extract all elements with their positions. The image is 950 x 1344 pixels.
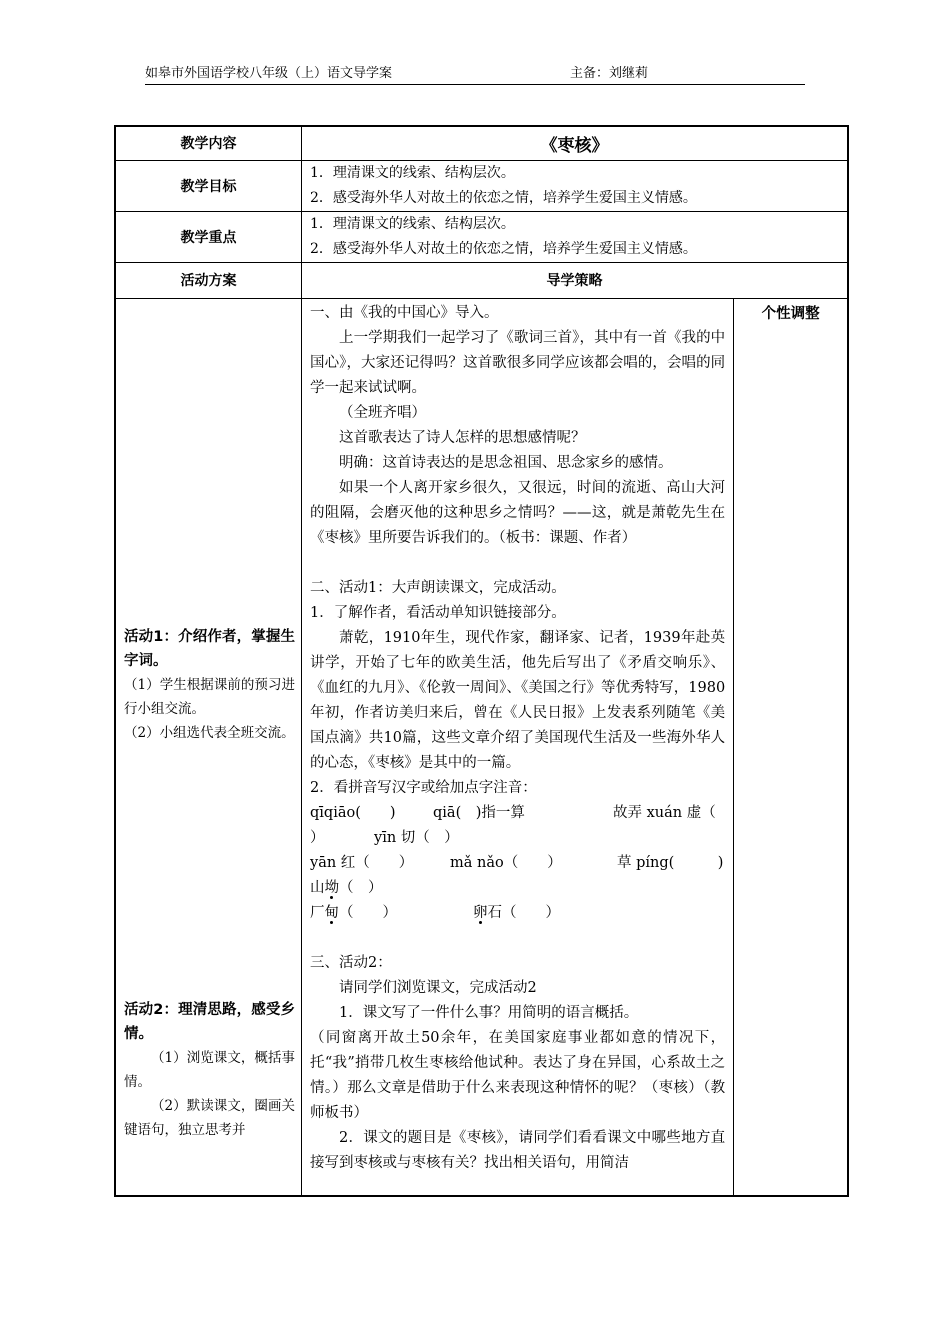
focus-label: 教学重点 xyxy=(115,211,302,262)
pinyin-item: yīn 切（ ） xyxy=(374,829,459,846)
section-3-heading: 三、活动2： xyxy=(310,954,392,971)
section-1-heading: 一、由《我的中国心》导入。 xyxy=(310,304,499,321)
school-title: 如皋市外国语学校八年级（上）语文导学案 xyxy=(145,66,393,81)
paragraph: 明确：这首诗表达的是思念祖国、思念家乡的感情。 xyxy=(339,454,673,471)
pinyin-item: yān 红（ ） xyxy=(310,854,414,871)
activity-1-item: （1）学生根据课前的预习进行小组交流。 xyxy=(124,676,295,717)
author-label: 主备：刘继莉 xyxy=(570,66,649,81)
page-header xyxy=(145,64,805,85)
row-goals xyxy=(115,160,848,211)
paragraph: 上一学期我们一起学习了《歌词三首》，其中有一首《我的中国心》，大家还记得吗？这首歌很多同学应该都会唱的，会唱的同学一起来试试啊。 xyxy=(310,329,726,396)
activity-2-item: （1）浏览课文，概括事情。 xyxy=(124,1049,295,1090)
row-focus xyxy=(115,211,848,262)
pinyin-row xyxy=(310,801,725,826)
dotted-char: 甸 xyxy=(324,904,339,921)
paragraph: （全班齐唱） xyxy=(339,404,426,421)
row-body xyxy=(115,298,848,1196)
activity-1-title: 活动1：介绍作者，掌握生字词。 xyxy=(124,628,295,669)
pinyin-item: 山坳（ ） xyxy=(310,879,383,896)
pinyin-row xyxy=(310,826,725,851)
paragraph: 这首歌表达了诗人怎样的思想感情呢？ xyxy=(339,429,586,446)
goal-item: 2．感受海外华人对故土的依恋之情，培养学生爱国主义情感。 xyxy=(310,189,697,206)
strategy-label: 导学策略 xyxy=(302,262,849,298)
paragraph: 1．课文写了一件什么事？用简明的语言概括。 xyxy=(339,1004,639,1021)
pinyin-item: ） xyxy=(310,829,325,846)
goals-cell xyxy=(302,160,849,211)
pinyin-item: 厂甸（ ） xyxy=(310,904,397,921)
paragraph: 1．了解作者，看活动单知识链接部分。 xyxy=(310,604,566,621)
pinyin-row xyxy=(310,876,725,901)
paragraph: 2．课文的题目是《枣核》，请同学们看看课文中哪些地方直接写到枣核或与枣核有关？找出相关语句，用简洁 xyxy=(310,1129,726,1171)
content-label: 教学内容 xyxy=(115,126,302,160)
activity-column xyxy=(115,298,302,1196)
dotted-char: 坳 xyxy=(324,879,339,896)
author-intro: 萧乾，1910年生，现代作家，翻译家、记者，1939年赴英讲学，开始了七年的欧美生活，他先后写出了《矛盾交响乐》、《血红的九月》、《伦敦一周间》、《美国之行》等优秀特写，1980年初，作者访美归来后，曾在《人民日报》上发表系列随笔《美国点滴》共10篇，这些文章介绍了美国现代生活及一些海外华人的心态，《枣核》是其中的一篇。 xyxy=(310,629,726,771)
strategy-column xyxy=(302,298,734,1196)
dotted-char: 卵 xyxy=(473,904,488,921)
focus-item: 2．感受海外华人对故土的依恋之情，培养学生爱国主义情感。 xyxy=(310,240,697,257)
focus-item: 1．理清课文的线索、结构层次。 xyxy=(310,215,515,232)
paragraph: 如果一个人离开家乡很久，又很远，时间的流逝、高山大河的阻隔，会磨灭他的这种思乡之情吗？——这，就是萧乾先生在《枣核》里所要告诉我们的。（板书：课题、作者） xyxy=(310,479,726,546)
paragraph: 请同学们浏览课文，完成活动2 xyxy=(339,979,537,996)
activity-label: 活动方案 xyxy=(115,262,302,298)
goals-label: 教学目标 xyxy=(115,160,302,211)
activity-2-title: 活动2：理清思路，感受乡情。 xyxy=(124,1001,295,1042)
pinyin-item: qīqiāo( ) xyxy=(310,804,396,821)
row-headings xyxy=(115,262,848,298)
paragraph: （同窗离开故土50余年，在美国家庭事业都如意的情况下，托“我”捎带几枚生枣核给他试种。表达了身在异国，心系故土之情。）那么文章是借助于什么来表现这种情怀的呢？（枣核）（教师板书） xyxy=(310,1029,726,1121)
pinyin-item: 卵石（ ） xyxy=(473,904,560,921)
personal-adjustment-label: 个性调整 xyxy=(761,305,820,322)
focus-cell xyxy=(302,211,849,262)
pinyin-item: mǎ nǎo（ ） xyxy=(450,854,562,871)
pinyin-item: qiā( )指一算 xyxy=(433,804,525,821)
pinyin-row xyxy=(310,851,725,876)
paragraph: 2．看拼音写汉字或给加点字注音： xyxy=(310,779,537,796)
lesson-plan-table xyxy=(114,125,849,1197)
goal-item: 1．理清课文的线索、结构层次。 xyxy=(310,164,515,181)
activity-2-item: （2）默读课文，圈画关键语句，独立思考并 xyxy=(124,1097,295,1138)
personal-adjustment-column xyxy=(734,298,848,1196)
section-2-heading: 二、活动1：大声朗读课文，完成活动。 xyxy=(310,579,566,596)
pinyin-item: 草 píng( ) xyxy=(617,854,724,871)
pinyin-item: 故弄 xuán 虚（ xyxy=(613,804,716,821)
row-content xyxy=(115,126,848,160)
activity-1-item: （2）小组选代表全班交流。 xyxy=(124,724,295,741)
lesson-title: 《枣核》 xyxy=(302,126,849,160)
pinyin-row xyxy=(310,901,725,926)
